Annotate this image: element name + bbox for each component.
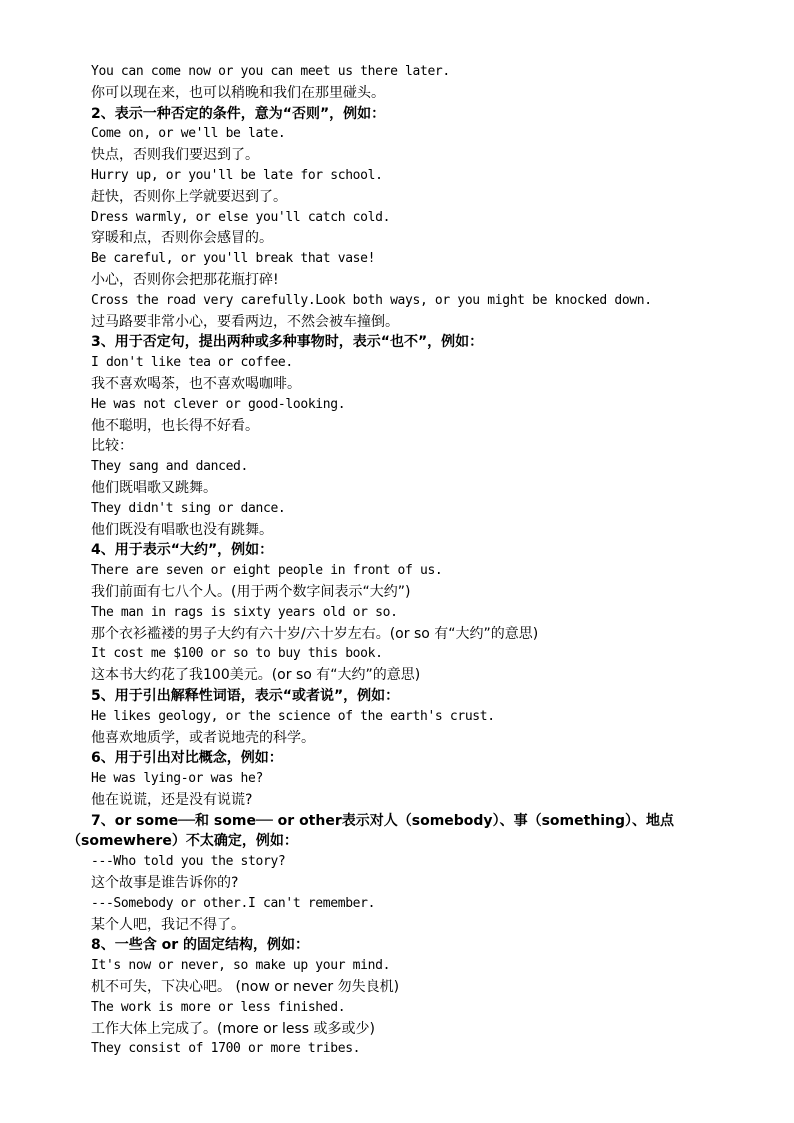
- example-translation-zh: 穿暖和点，否则你会感冒的。: [91, 230, 273, 247]
- example-sentence-en: They sang and danced.: [91, 459, 249, 475]
- document-page: [67, 62, 731, 1060]
- example-translation-zh: 过马路要非常小心，要看两边，不然会被车撞倒。: [91, 313, 399, 330]
- section-heading: 3、用于否定句，提出两种或多种事物时，表示“也不”，例如：: [91, 334, 484, 351]
- example-translation-zh: 赶快，否则你上学就要迟到了。: [91, 188, 287, 205]
- example-translation-zh: 机不可失，下决心吧。 (now or never 勿失良机): [91, 979, 400, 996]
- example-translation-zh: 我不喜欢喝茶，也不喜欢喝咖啡。: [91, 375, 301, 392]
- example-sentence-en: He likes geology, or the science of the earth's crust.: [91, 708, 495, 724]
- example-sentence-en: Come on, or we'll be late.: [91, 126, 286, 142]
- example-sentence-en: I don't like tea or coffee.: [91, 355, 293, 371]
- example-sentence-en: ---Somebody or other.I can't remember.: [91, 895, 376, 911]
- example-translation-zh: 他们既没有唱歌也没有跳舞。: [91, 521, 273, 538]
- example-sentence-en: He was lying-or was he?: [91, 771, 263, 787]
- section-heading: 5、用于引出解释性词语，表示“或者说”，例如：: [91, 687, 400, 704]
- example-sentence-en: They didn't sing or dance.: [91, 500, 286, 516]
- section-heading: 6、用于引出对比概念，例如：: [91, 750, 283, 767]
- comparison-label: 比较：: [91, 438, 133, 455]
- section-heading: 2、表示一种否定的条件，意为“否则”，例如：: [91, 105, 386, 122]
- example-translation-zh: 快点，否则我们要迟到了。: [91, 147, 259, 164]
- example-sentence-en: Be careful, or you'll break that vase!: [91, 251, 376, 267]
- section-heading: 7、or some──和 some── or other表示对人（somebody）、事（something）、地点: [91, 812, 675, 829]
- example-sentence-en: Dress warmly, or else you'll catch cold.: [91, 209, 391, 225]
- example-sentence-en: There are seven or eight people in front of us.: [91, 563, 443, 579]
- example-translation-zh: 他不聪明，也长得不好看。: [91, 417, 259, 434]
- example-sentence-en: Hurry up, or you'll be late for school.: [91, 167, 383, 183]
- example-translation-zh: 某个人吧，我记不得了。: [91, 916, 245, 933]
- example-sentence-en: The work is more or less finished.: [91, 999, 346, 1015]
- example-sentence-en: ---Who told you the story?: [91, 854, 286, 870]
- example-translation-zh: 这个故事是谁告诉你的?: [91, 875, 239, 892]
- example-translation-zh: 小心，否则你会把那花瓶打碎!: [91, 271, 279, 288]
- example-sentence-en: It cost me $100 or so to buy this book.: [91, 646, 383, 662]
- example-translation-zh: 我们前面有七八个人。(用于两个数字间表示“大约”): [91, 583, 411, 600]
- example-sentence-en: He was not clever or good-looking.: [91, 396, 346, 412]
- example-sentence-en: You can come now or you can meet us there later.: [91, 64, 450, 79]
- example-translation-zh: 这本书大约花了我100美元。(or so 有“大约”的意思): [91, 667, 421, 684]
- example-translation-zh: 工作大体上完成了。(more or less 或多或少): [91, 1020, 375, 1037]
- section-heading: 8、一些含 or 的固定结构，例如：: [91, 937, 310, 954]
- example-translation-zh: 他在说谎，还是没有说谎?: [91, 791, 253, 808]
- section-heading: 4、用于表示“大约”，例如：: [91, 542, 274, 559]
- section-heading-continued: （somewhere）不太确定，例如：: [67, 833, 298, 850]
- example-translation-zh: 他喜欢地质学，或者说地壳的科学。: [91, 729, 315, 746]
- example-translation-zh: 你可以现在来，也可以稍晚和我们在那里碰头。: [91, 84, 385, 101]
- example-translation-zh: 他们既唱歌又跳舞。: [91, 479, 217, 496]
- example-sentence-en: Cross the road very carefully.Look both ways, or you might be knocked down.: [91, 292, 652, 308]
- example-sentence-en: It's now or never, so make up your mind.: [91, 958, 391, 974]
- example-sentence-en: The man in rags is sixty years old or so.: [91, 604, 398, 620]
- example-sentence-en: They consist of 1700 or more tribes.: [91, 1041, 361, 1057]
- example-translation-zh: 那个衣衫褴褛的男子大约有六十岁/六十岁左右。(or so 有“大约”的意思): [91, 625, 539, 642]
